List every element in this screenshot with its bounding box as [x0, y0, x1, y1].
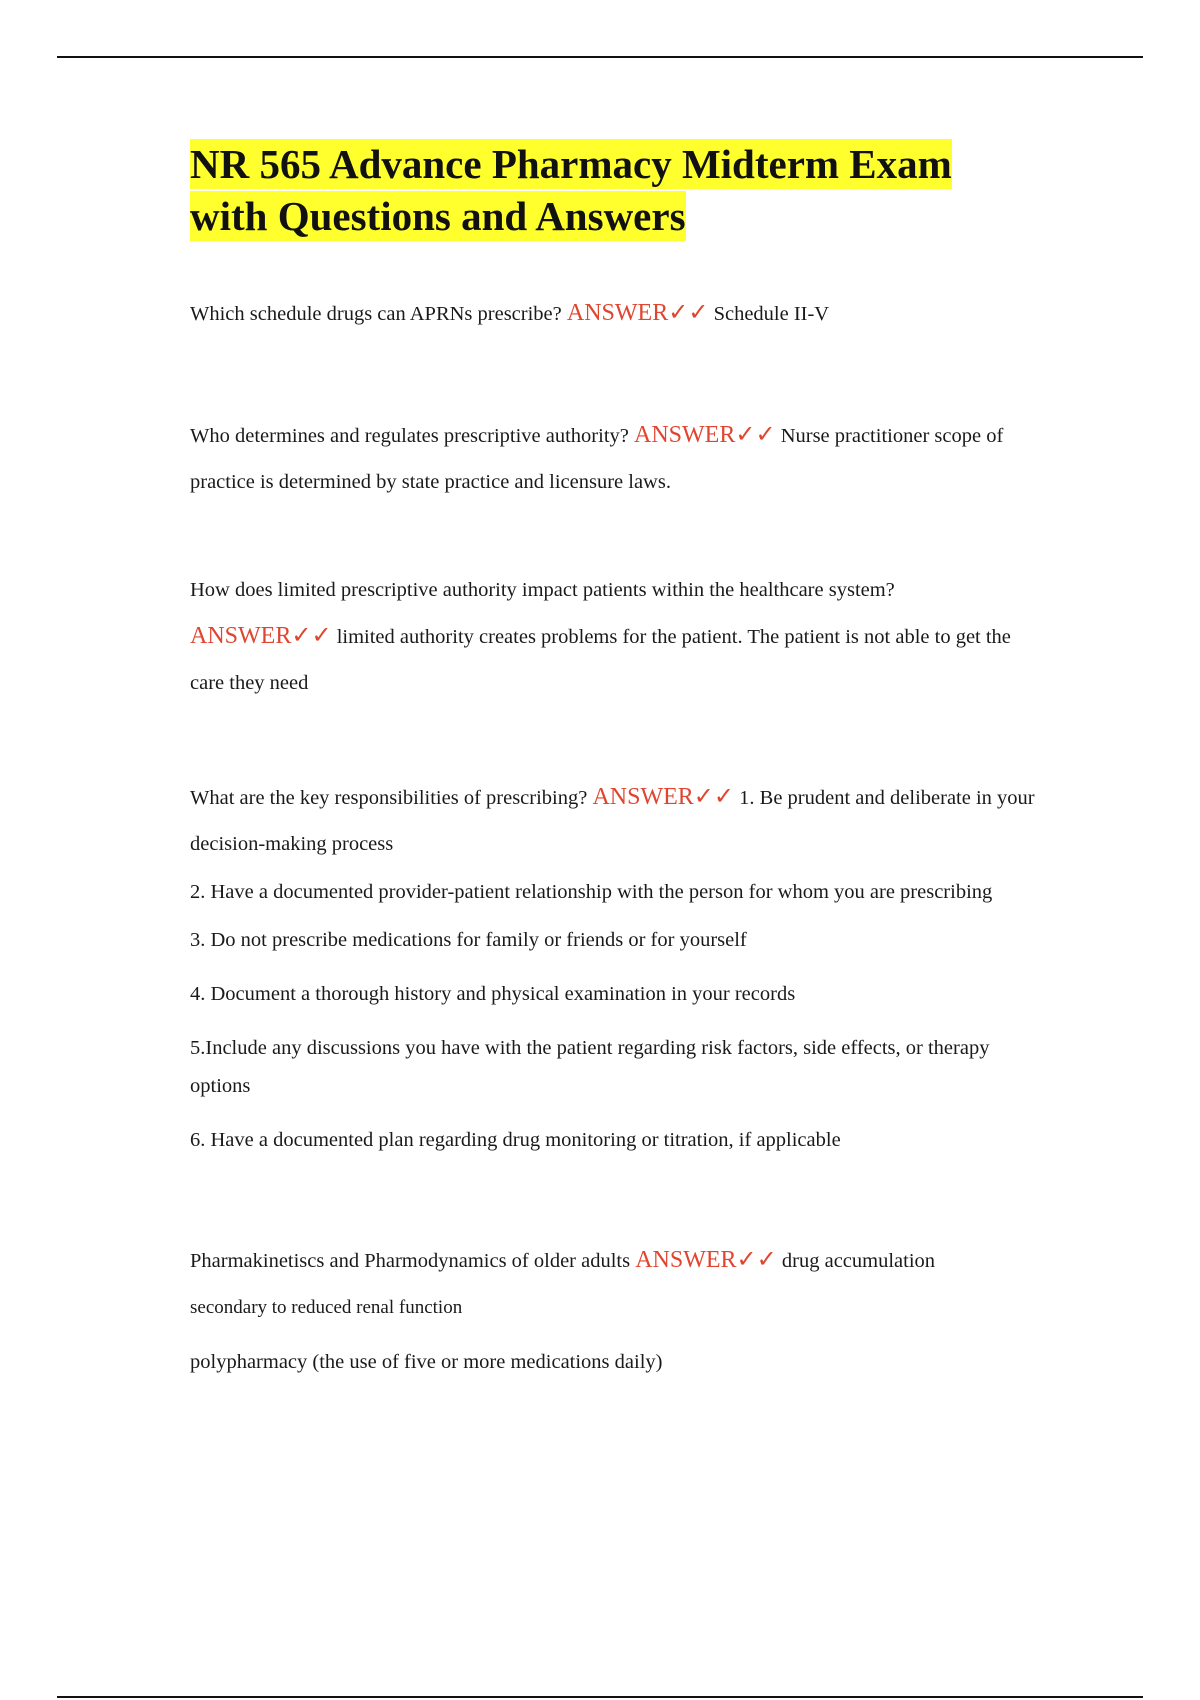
question-text: How does limited prescriptive authority impact patients within the healthcare system? [190, 579, 895, 601]
title-line-1: NR 565 Advance Pharmacy Midterm Exam [190, 141, 952, 187]
answer-line: polypharmacy (the use of five or more medications daily) [190, 1351, 663, 1373]
answer-text: Nurse practitioner scope of practice is determined by state practice and licensure laws. [190, 425, 1004, 493]
question-text: What are the key responsibilities of prescribing? [190, 787, 588, 809]
answer-text-continued: secondary to reduced renal function [190, 1297, 463, 1318]
question-text: Which schedule drugs can APRNs prescribe? [190, 303, 562, 325]
qa-item-4 [190, 774, 1040, 867]
qa-item-3 [190, 567, 1040, 706]
list-item: 6. Have a documented plan regarding drug monitoring or titration, if applicable [190, 1129, 841, 1151]
list-item: 2. Have a documented provider-patient relationship with the person for whom you are prescribing [190, 881, 993, 903]
answer-text: Schedule II-V [713, 303, 830, 325]
list-item: 4. Document a thorough history and physical examination in your records [190, 983, 796, 1005]
document-title [190, 138, 1040, 242]
answer-label: ANSWER✓✓ [635, 1247, 777, 1273]
list-item: 5.Include any discussions you have with the patient regarding risk factors, side effects, or therapy options [190, 1037, 990, 1097]
qa-item-1 [190, 290, 1040, 337]
answer-label: ANSWER✓✓ [592, 784, 735, 810]
document-page [190, 138, 1040, 1385]
answer-label: ANSWER✓✓ [634, 422, 776, 448]
qa-item-2 [190, 412, 1040, 505]
title-line-2: with Questions and Answers [190, 193, 686, 239]
answer-text: limited authority creates problems for the patient. The patient is not able to get the care they need [190, 626, 1011, 694]
answer-label: ANSWER✓✓ [190, 623, 332, 649]
top-rule [57, 56, 1143, 58]
answer-label: ANSWER✓✓ [566, 300, 709, 326]
question-text: Who determines and regulates prescriptive authority? [190, 425, 629, 447]
qa-item-5 [190, 1237, 1040, 1331]
answer-text: 1. Be prudent and deliberate in your decision-making process [190, 787, 1035, 855]
answer-text: drug accumulation [781, 1250, 936, 1272]
list-item: 3. Do not prescribe medications for family or friends or for yourself [190, 929, 747, 951]
bottom-rule [57, 1696, 1143, 1698]
question-text: Pharmakinetiscs and Pharmodynamics of older adults [190, 1250, 631, 1272]
